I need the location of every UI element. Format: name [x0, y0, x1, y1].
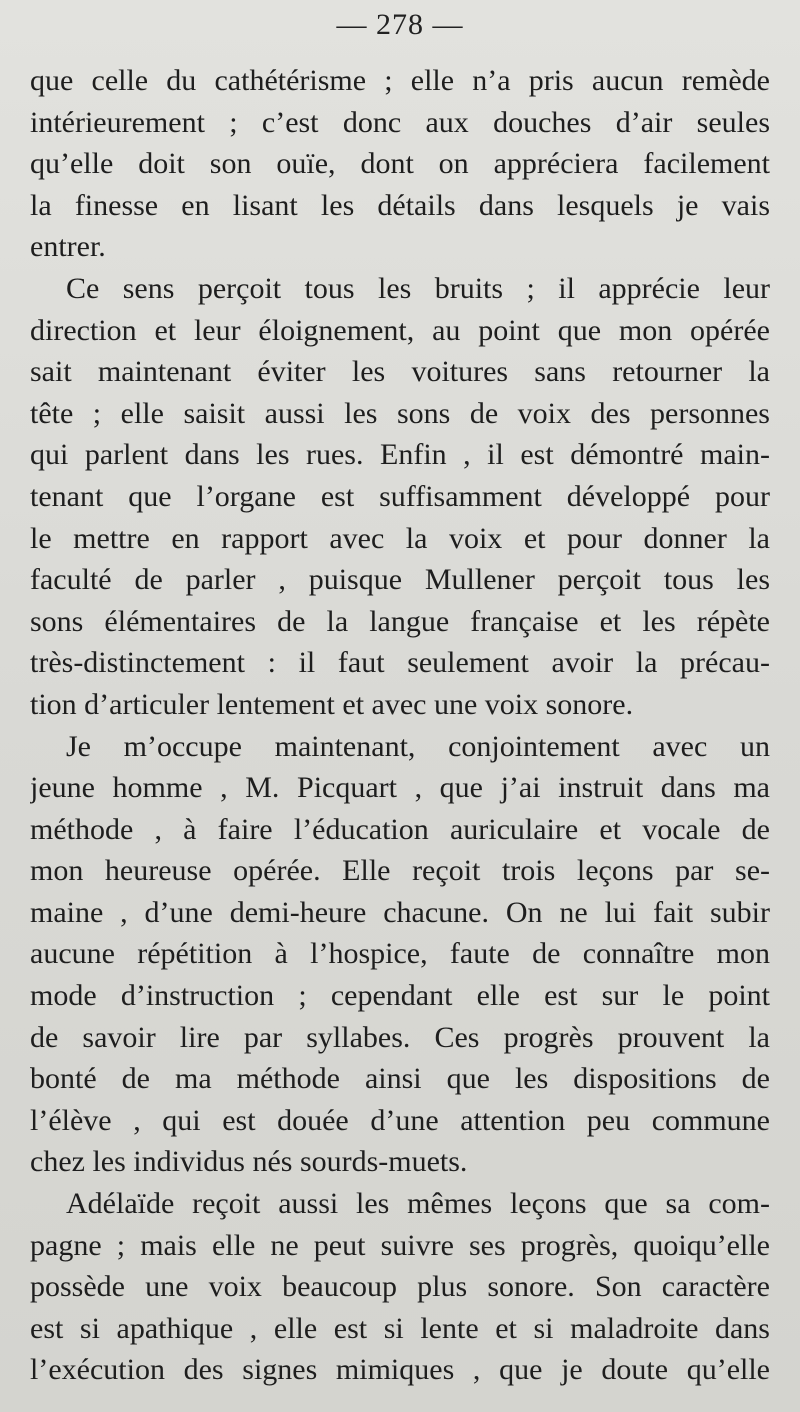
text-line: qui parlent dans les rues. Enfin , il est démontré main- [30, 438, 770, 472]
text-line: pagne ; mais elle ne peut suivre ses progrès, quoiqu’elle [30, 1228, 770, 1262]
text-line: qu’elle doit son ouïe, dont on appréciera facilement [30, 147, 770, 181]
text-line: sons élémentaires de la langue française et les répète [30, 604, 770, 638]
text-line: sait maintenant éviter les voitures sans retourner la [30, 355, 770, 389]
page-number: — 278 — [336, 8, 464, 41]
text-line: l’élève , qui est douée d’une attention peu commune [30, 1103, 770, 1137]
text-line: intérieurement ; c’est donc aux douches d’air seules [30, 105, 770, 139]
text-line: tenant que l’organe est suffisamment développé pour [30, 479, 770, 513]
text-line: bonté de ma méthode ainsi que les dispositions de [30, 1062, 770, 1096]
text-line: aucune répétition à l’hospice, faute de connaître mon [30, 937, 770, 971]
text-line: Je m’occupe maintenant, conjointement avec un [66, 729, 770, 763]
text-line: direction et leur éloignement, au point que mon opérée [30, 313, 770, 347]
text-line: possède une voix beaucoup plus sonore. Son caractère [30, 1270, 770, 1304]
text-line: le mettre en rapport avec la voix et pour donner la [30, 521, 770, 555]
text-line: jeune homme , M. Picquart , que j’ai instruit dans ma [30, 771, 770, 805]
text-line: l’exécution des signes mimiques , que je doute qu’elle [30, 1353, 770, 1387]
text-line: que celle du cathétérisme ; elle n’a pris aucun remède [30, 64, 770, 97]
text-line: faculté de parler , puisque Mullener perçoit tous les [30, 563, 770, 597]
text-line: Adélaïde reçoit aussi les mêmes leçons que sa com- [66, 1187, 770, 1221]
text-line: entrer. [30, 230, 106, 264]
text-line: la finesse en lisant les détails dans lesquels je vais [30, 188, 770, 222]
text-line: est si apathique , elle est si lente et si maladroite dans [30, 1311, 770, 1345]
body-text [30, 60, 770, 1391]
text-line: de savoir lire par syllabes. Ces progrès prouvent la [30, 1020, 770, 1054]
text-line: chez les individus nés sourds-muets. [30, 1145, 468, 1179]
text-line: mon heureuse opérée. Elle reçoit trois leçons par se- [30, 854, 770, 888]
text-line: mode d’instruction ; cependant elle est sur le point [30, 979, 770, 1013]
text-line: tête ; elle saisit aussi les sons de voix des personnes [30, 396, 770, 430]
text-line: maine , d’une demi-heure chacune. On ne lui fait subir [30, 895, 770, 929]
text-line: Ce sens perçoit tous les bruits ; il apprécie leur [66, 271, 770, 305]
text-line: tion d’articuler lentement et avec une voix sonore. [30, 687, 634, 721]
text-line: méthode , à faire l’éducation auriculaire et vocale de [30, 812, 770, 846]
text-line: très-distinctement : il faut seulement avoir la précau- [30, 646, 770, 680]
